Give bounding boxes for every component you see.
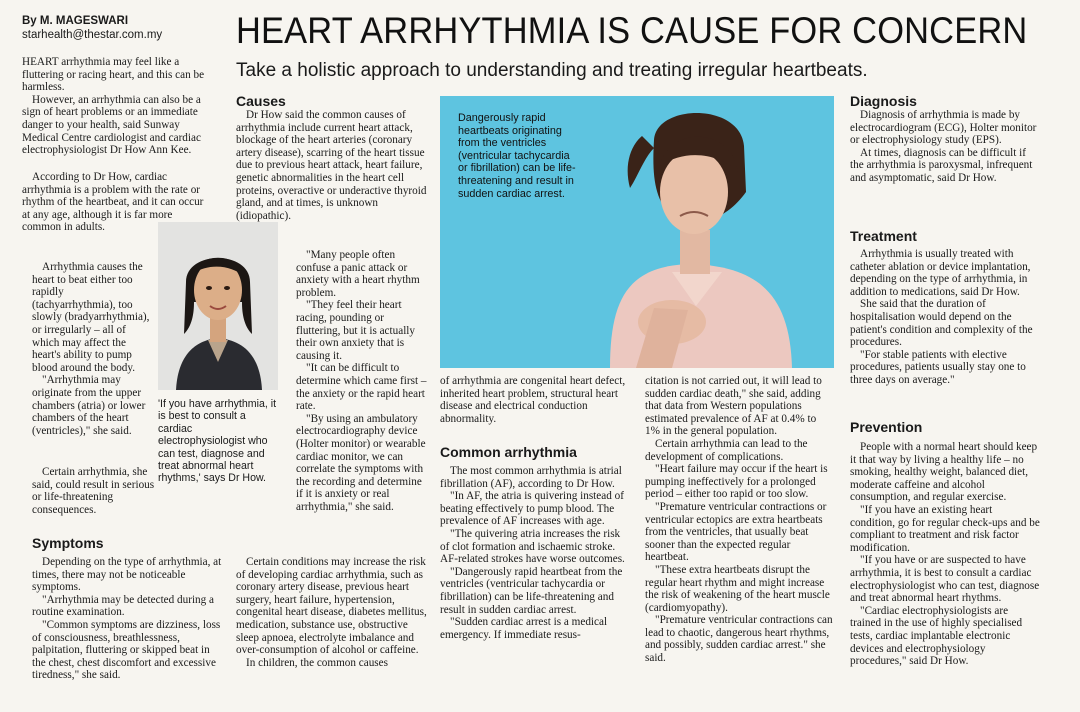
subheadline: Take a holistic approach to understanding and treating irregular heartbeats. — [236, 60, 868, 81]
symptoms-heading: Symptoms — [32, 535, 104, 551]
headline: HEART ARRHYTHMIA IS CAUSE FOR CONCERN — [236, 10, 1028, 51]
paragraph: "Premature ventricular contractions or ventricular ectopics are extra heartbeats from the ventricles, that usually beat sooner than the expected regular heartbeat. — [645, 500, 827, 564]
symptoms-text — [32, 556, 224, 682]
paragraph: Certain arrhythmia can lead to the development of complications. — [645, 437, 808, 463]
paragraph: of arrhythmia are congenital heart defect, inherited heart problem, structural heart disease and electrical conduction abnormality. — [440, 375, 626, 425]
paragraph: According to Dr How, cardiac arrhythmia is a problem with the rate or rhythm of the heartbeat, and it can occur at any age, although it is far more common in adults. — [22, 171, 204, 234]
paragraph: "Dangerously rapid heartbeat from the ventricles (ventricular tachycardia or fibrillation) can be life-threatening and result in sudden cardiac arrest. — [440, 565, 623, 616]
paragraph: citation is not carried out, it will lead to sudden cardiac death," she said, adding that data from Western populations estimated prevalence of AF at 0.4% to 1% in the general population. — [645, 375, 822, 438]
paragraph: "Many people often confuse a panic attack or anxiety with a heart rhythm problem. — [296, 249, 420, 299]
paragraph: "For stable patients with elective procedures, patients usually stay one to three days on average." — [850, 348, 1026, 386]
paragraph: At times, diagnosis can be difficult if the arrhythmia is paroxysmal, infrequent and asymptomatic, said Dr How. — [850, 146, 1033, 184]
doctor-photo — [158, 222, 278, 390]
paragraph: "These extra heartbeats disrupt the regular heart rhythm and might increase the risk of weakening of the heart muscle (cardiomyopathy). — [645, 563, 830, 614]
paragraph: "The quivering atria increases the risk of clot formation and ischaemic stroke. AF-related strokes have worse outcomes. — [440, 527, 625, 566]
causes-heading: Causes — [236, 93, 286, 109]
byline-email: starhealth@thestar.com.my — [22, 29, 163, 41]
paragraph: The most common arrhythmia is atrial fibrillation (AF), according to Dr How. — [440, 465, 622, 490]
paragraph: In children, the common causes — [246, 656, 388, 669]
doctor-photo-caption: 'If you have arrhythmia, it is best to consult a cardiac electrophysiologist who can test, diagnose and treat abnormal heart rhythms,' says Dr How. — [158, 398, 277, 485]
paragraph: However, an arrhythmia can also be a sign of heart problems or an immediate danger to your health, said Sunway Medical Centre cardiologist and cardiac electrophysiologist Dr How Ann Kee. — [22, 93, 201, 157]
paragraph: Dr How said the common causes of arrhythmia include current heart attack, blockage of the heart arteries (coronary artery disease), scarring of the heart tissue due to previous heart attack, heart failure, genetic abnormalities in the heart cell proteins, overactive or underactive thyroid gland, and at times, is unknown (idiopathic). — [236, 109, 427, 222]
prevention-heading: Prevention — [850, 419, 923, 435]
treatment-text — [850, 248, 1040, 387]
doctor-portrait-icon — [158, 222, 278, 390]
treatment-heading: Treatment — [850, 228, 917, 244]
paragraph: Diagnosis of arrhythmia is made by electrocardiogram (ECG), Holter monitor or electrophysiology study (EPS). — [850, 109, 1037, 147]
column-1 — [22, 56, 214, 157]
column-3-top — [440, 375, 626, 425]
column-1-wrap — [32, 261, 150, 437]
paragraph: "Arrhythmia may be detected during a routine examination. — [32, 593, 215, 619]
paragraph: "By using an ambulatory electrocardiography device (Holter monitor) or wearable cardiac monitor, we can correlate the symptoms with the recording and determine if it is anxiety or real arrhythmia," she said. — [296, 412, 426, 513]
diagnosis-text — [850, 109, 1040, 185]
paragraph: "Common symptoms are dizziness, loss of consciousness, breathlessness, palpitation, fluttering or skipped beat in the chest, chest discomfort and excessive tiredness," she said. — [32, 618, 221, 682]
column-4 — [645, 375, 833, 665]
byline — [22, 14, 162, 42]
column-2-bottom — [236, 556, 432, 669]
paragraph: "In AF, the atria is quivering instead of beating effectively to pump blood. The prevalence of AF increases with age. — [440, 490, 624, 528]
paragraph: Certain conditions may increase the risk of developing cardiac arrhythmia, such as coronary artery disease, previous heart surgery, heart failure, hypertension, congenital heart disease, diabetes mellitus, medication, substance use, obstructive sleep apnoea, electrolyte imbalance and over-consumption of alcohol or caffeine. — [236, 556, 427, 657]
feature-photo-caption: Dangerously rapid heartbeats originating from the ventricles (ventricular tachycardia or fibrillation) can be life-threatening and result in sudden cardiac arrest. — [458, 112, 576, 200]
paragraph: She said that the duration of hospitalisation would depend on the patient's condition and complexity of the procedures. — [850, 298, 1033, 349]
prevention-text — [850, 441, 1040, 668]
paragraph: "It can be difficult to determine which came first – the anxiety or the rapid heart rate. — [296, 362, 427, 413]
paragraph: "Sudden cardiac arrest is a medical emergency. If immediate resus- — [440, 616, 608, 641]
paragraph: "Heart failure may occur if the heart is pumping ineffectively for a prolonged period – either too rapid or too slow. — [645, 463, 828, 501]
paragraph: "Cardiac electrophysiologists are trained in the use of highly specialised tests, cardiac implantable electronic devices and electrophysiology procedures," said Dr How. — [850, 604, 1023, 668]
paragraph: Arrhythmia is usually treated with catheter ablation or device implantation, depending on the type of arrhythmia, in addition to medications, said Dr How. — [850, 248, 1031, 298]
column-3 — [440, 465, 626, 641]
paragraph: Depending on the type of arrhythmia, at times, there may not be noticeable symptoms. — [32, 556, 222, 594]
byline-author: By M. MAGESWARI — [22, 15, 129, 27]
column-2-continued — [296, 249, 428, 513]
column-1-bottom — [32, 466, 158, 516]
paragraph: Arrhythmia causes the heart to beat either too rapidly (tachyarrhythmia), too slowly (bradyarrhythmia), or irregularly – all of which may affect the heart's ability to pump blood around the body. — [32, 261, 150, 374]
paragraph: "Premature ventricular contractions can lead to chaotic, dangerous heart rhythms, and possibly, sudden cardiac arrest." she said. — [645, 614, 833, 665]
paragraph: Certain arrhythmia, she said, could result in serious or life-threatening consequences. — [32, 466, 155, 516]
paragraph: "If you have an existing heart condition, go for regular check-ups and be compliant to treatment and risk factor modification. — [850, 503, 1040, 554]
paragraph: "Arrhythmia may originate from the upper chambers (atria) or lower chambers of the heart (ventricles)," she said. — [32, 374, 146, 437]
paragraph: HEART arrhythmia may feel like a fluttering or racing heart, and this can be harmless. — [22, 56, 205, 94]
paragraph: People with a normal heart should keep it that way by living a healthy life – no smoking, healthy weight, balanced diet, moderate caffeine and alcohol consumption, and regular exercise. — [850, 441, 1038, 504]
paragraph: "If you have or are suspected to have arrhythmia, it is best to consult a cardiac electrophysiologist who can test, diagnose and treat abnormal heart rhythms. — [850, 554, 1040, 605]
paragraph: "They feel their heart racing, pounding or fluttering, but it is actually their own anxiety that is causing it. — [296, 299, 415, 362]
common-arrhythmia-heading: Common arrhythmia — [440, 444, 577, 460]
causes-intro — [236, 109, 432, 222]
diagnosis-heading: Diagnosis — [850, 93, 917, 109]
